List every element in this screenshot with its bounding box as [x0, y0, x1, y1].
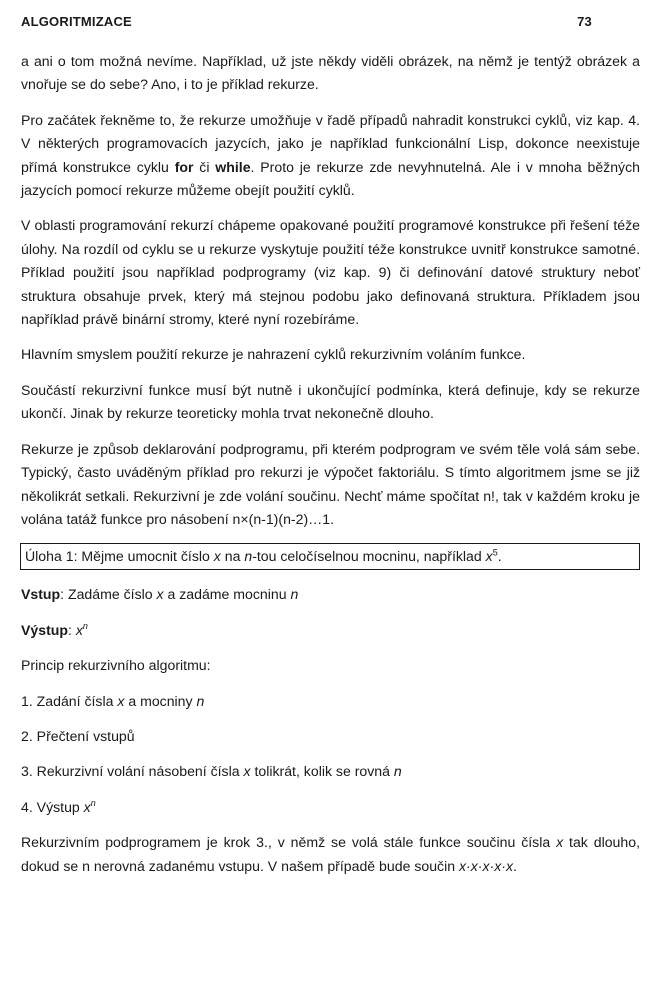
task-text-mid1: na	[220, 548, 245, 565]
paragraph-6: Rekurze je způsob deklarování podprogramu, při kterém podprogram ve svém těle volá sám sebe. Typický, často uváděným příklad pro rekurzi je výpočet faktoriálu. S tímto algoritmem jsme se již několikrát setkali. Rekurzivní je zde volání součinu. Nechť máme spočítat n!, tak v každém kroku je volána tatáž funkce pro násobení n×(n-1)(n-2)…1.	[21, 440, 640, 527]
output-line	[21, 619, 640, 642]
paragraph-2	[21, 109, 640, 203]
paragraph-2-text-c: . Proto je rekurze zde nevyhnutelná. Ale i v mnoha běžných jazycích pomocí rekurze můžeme obejít použití cyklů.	[21, 158, 640, 199]
input-label: Vstup	[21, 586, 61, 603]
task-var-x2: x	[485, 548, 493, 565]
closing-paragraph	[21, 831, 640, 878]
paragraph-3: V oblasti programování rekurzí chápeme opakované použití programové konstrukce při řešení téže úlohy. Na rozdíl od cyklu se u rekurze vyskytuje použití téže konstrukce uvnitř konstrukce samotné. Příklad použití jsou například podprogramy (viz kap. 9) či definování datové struktury neboť struktura obsahuje prvek, který má stejnou podobu jako definovaná struktura. Příkladem jsou například právě binární stromy, které nyní rozebíráme.	[21, 217, 640, 328]
step-4-exponent: n	[90, 797, 96, 808]
input-var-n: n	[290, 586, 299, 603]
paragraph-2-text-a: Pro začátek řekněme to, že rekurze umožňuje v řadě případů nahradit konstrukci cyklů, viz kap. 4. V některých programovacích jazycích, jako je například funkcionální Lisp, dokonce neexistuje přímá konstrukce cyklu	[21, 111, 640, 175]
step-1-text-a: 1. Zadání čísla	[21, 692, 118, 709]
step-4	[21, 796, 640, 819]
output-label: Výstup	[21, 621, 68, 638]
task-var-n: n	[244, 548, 253, 565]
step-3-text-a: 3. Rekurzivní volání násobení čísla	[21, 763, 244, 780]
step-1	[21, 690, 640, 713]
task-var-x: x	[213, 548, 221, 565]
task-text-suffix: .	[497, 548, 502, 565]
closing-text-a: Rekurzivním podprogramem je krok 3., v němž se volá stále funkce součinu čísla	[21, 834, 557, 851]
paragraph-5: Součástí rekurzivní funkce musí být nutně i ukončující podmínka, která definuje, kdy se rekurze ukončí. Jinak by rekurze teoreticky mohla trvat nekonečně dlouho.	[21, 381, 640, 422]
task-box	[20, 543, 640, 570]
step-4-var-x: x	[83, 798, 91, 815]
task-exponent: 5	[492, 547, 498, 558]
input-line	[21, 583, 640, 606]
step-1-var-n: n	[196, 692, 205, 709]
keyword-while: while	[215, 158, 251, 175]
step-3	[21, 760, 640, 783]
output-text-a: :	[68, 621, 76, 638]
closing-text-b: tak dlouho, dokud se n nerovná zadanému vstupu. V našem případě bude součin	[21, 834, 640, 874]
closing-var-x: x	[556, 834, 564, 851]
step-3-var-x: x	[243, 763, 251, 780]
paragraph-4: Hlavním smyslem použití rekurze je nahrazení cyklů rekurzivním voláním funkce.	[21, 346, 526, 363]
output-exponent: n	[82, 620, 88, 631]
step-3-var-n: n	[393, 763, 402, 780]
page-body	[21, 50, 640, 890]
running-title: ALGORITMIZACE	[21, 14, 132, 29]
task-text-prefix: Úloha 1: Mějme umocnit číslo	[25, 548, 214, 565]
input-text-b: a zadáme mocninu	[163, 586, 291, 603]
step-1-text-b: a mocniny	[124, 692, 197, 709]
step-2: 2. Přečtení vstupů	[21, 727, 135, 744]
closing-text-c: .	[513, 857, 517, 874]
page-number: 73	[577, 14, 592, 29]
step-3-text-b: tolikrát, kolik se rovná	[250, 763, 394, 780]
page-header	[21, 14, 640, 34]
closing-product: x·x·x·x·x	[458, 857, 513, 874]
keyword-for: for	[174, 158, 194, 175]
step-4-text-a: 4. Výstup	[21, 798, 84, 815]
task-text-mid2: -tou celočíselnou mocninu, například	[252, 548, 486, 565]
paragraph-2-text-b: či	[193, 158, 216, 175]
output-var-x: x	[75, 621, 83, 638]
input-text-a: : Zadáme číslo	[60, 586, 157, 603]
paragraph-1: a ani o tom možná nevíme. Například, už jste někdy viděli obrázek, na němž je tentýž obrázek a vnořuje se do sebe? Ano, i to je příklad rekurze.	[21, 53, 640, 93]
principle-heading: Princip rekurzivního algoritmu:	[21, 657, 211, 674]
input-var-x: x	[156, 586, 164, 603]
step-1-var-x: x	[117, 692, 125, 709]
